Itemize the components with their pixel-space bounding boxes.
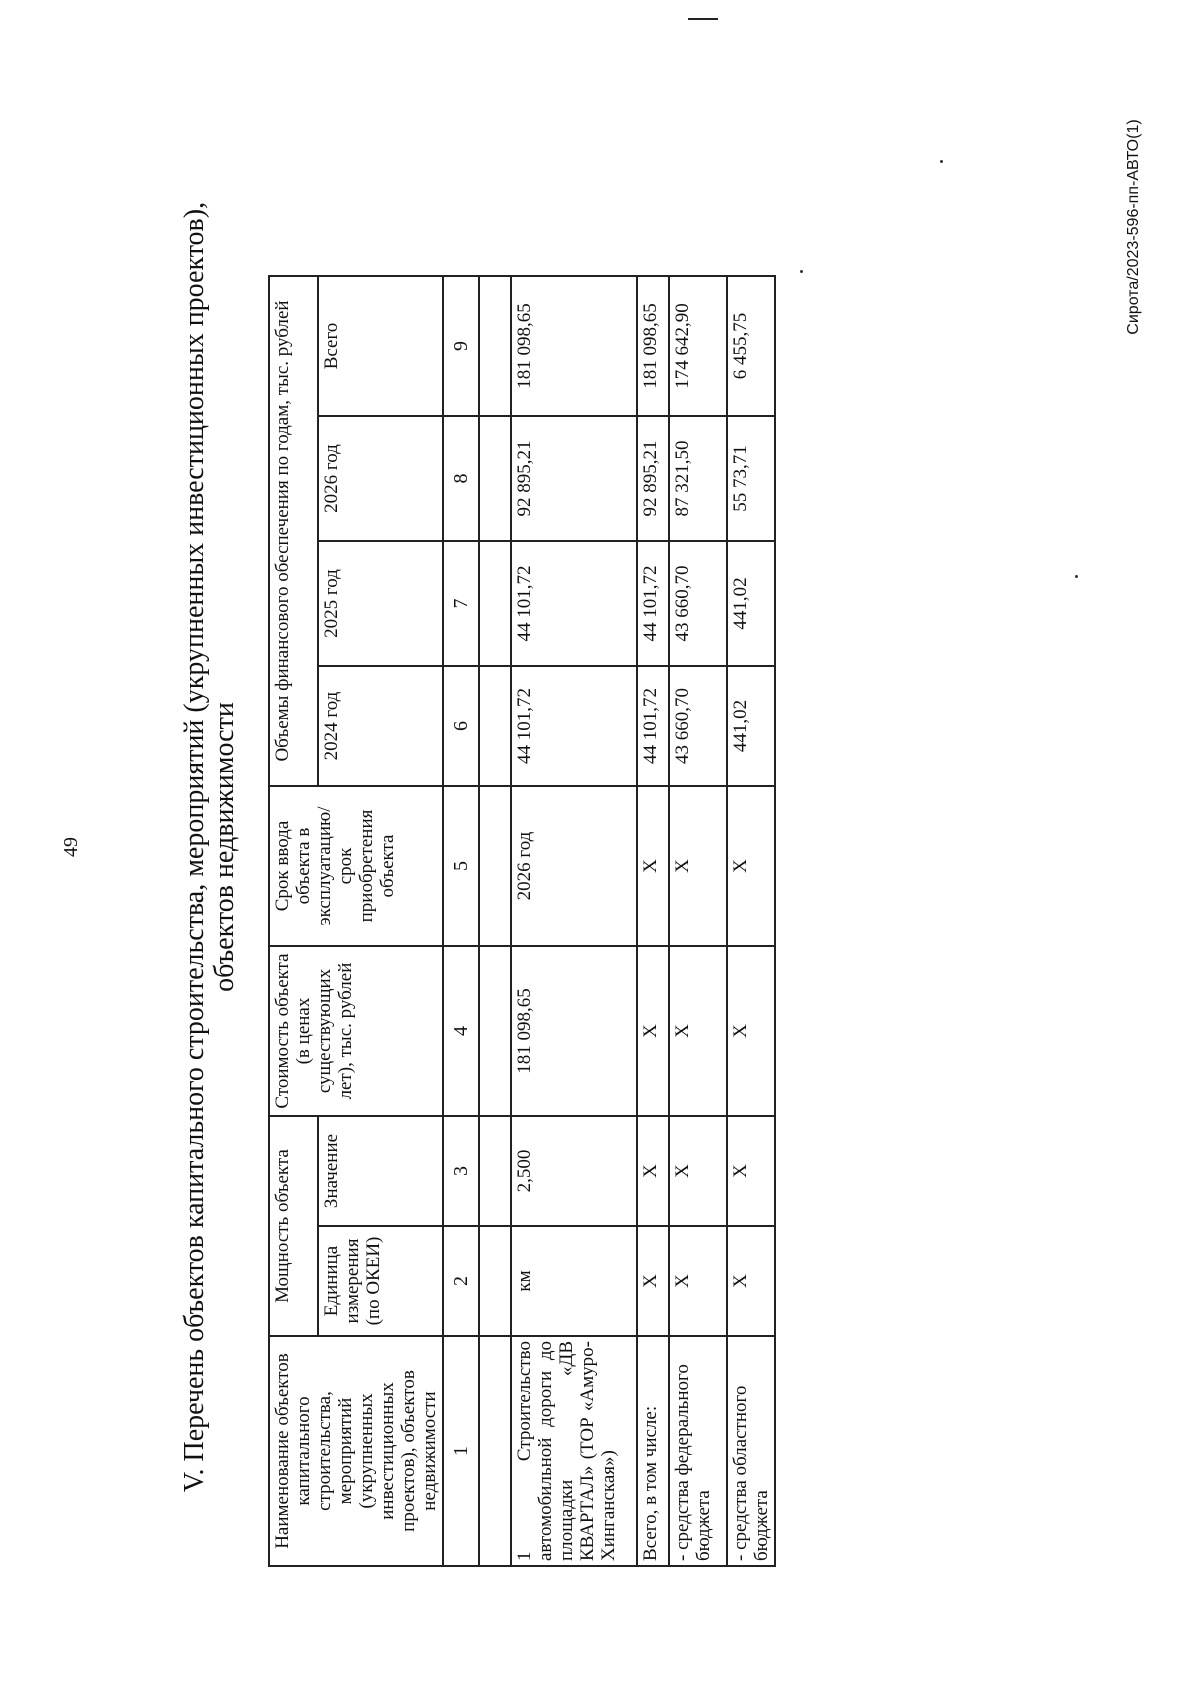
cell-2024: 44 101,72 bbox=[511, 666, 637, 786]
table-row-federal bbox=[669, 276, 727, 1566]
header-year-2025: 2025 год bbox=[318, 541, 443, 666]
title-line-2: объектов недвижимости bbox=[209, 702, 240, 992]
cell-total: 6 455,75 bbox=[727, 276, 775, 416]
cell-unit: X bbox=[637, 1226, 669, 1336]
cell-name: 1 Строительство автомобильной дороги до площадки «ДВ КВАРТАЛ» (ТОР «Амуро-Хинганская») bbox=[511, 1336, 637, 1566]
col-number: 2 bbox=[443, 1226, 479, 1336]
cell-cost: X bbox=[727, 946, 775, 1116]
cell-unit: X bbox=[727, 1226, 775, 1336]
cell-term: X bbox=[637, 786, 669, 946]
cell-2026: 55 73,71 bbox=[727, 416, 775, 541]
cell-2026: 92 895,21 bbox=[511, 416, 637, 541]
cell-2024: 43 660,70 bbox=[669, 666, 727, 786]
cell-name: - средства федерального бюджета bbox=[669, 1336, 727, 1566]
header-finance: Объемы финансового обеспечения по годам, тыс. рублей bbox=[269, 276, 318, 786]
objects-table bbox=[268, 275, 776, 1567]
cell-total: 174 642,90 bbox=[669, 276, 727, 416]
header-year-2026: 2026 год bbox=[318, 416, 443, 541]
col-number: 3 bbox=[443, 1116, 479, 1226]
cell-2025: 44 101,72 bbox=[511, 541, 637, 666]
cell-2024: 44 101,72 bbox=[637, 666, 669, 786]
cell-value: 2,500 bbox=[511, 1116, 637, 1226]
cell-unit: X bbox=[669, 1226, 727, 1336]
cell-2025: 44 101,72 bbox=[637, 541, 669, 666]
cell-value: X bbox=[669, 1116, 727, 1226]
cell-total: 181 098,65 bbox=[637, 276, 669, 416]
cell-value: X bbox=[727, 1116, 775, 1226]
header-unit: Единица измерения (по ОКЕИ) bbox=[318, 1226, 443, 1336]
header-row-1 bbox=[269, 276, 318, 1566]
cell-2026: 87 321,50 bbox=[669, 416, 727, 541]
table-row-project bbox=[511, 276, 637, 1566]
title-line-1: V. Перечень объектов капитального строительства, мероприятий (укрупненных инвестиционных проектов), bbox=[179, 201, 210, 1493]
col-number: 1 bbox=[443, 1336, 479, 1566]
page-number: 49 bbox=[60, 837, 82, 857]
header-name: Наименование объектов капитального строительства, мероприятий (укрупненных инвестиционных проектов), объектов недвижимости bbox=[269, 1336, 443, 1566]
column-number-row bbox=[443, 276, 479, 1566]
cell-2026: 92 895,21 bbox=[637, 416, 669, 541]
col-number: 4 bbox=[443, 946, 479, 1116]
cell-name: Всего, в том числе: bbox=[637, 1336, 669, 1566]
header-term: Срок ввода объекта в эксплуатацию/ срок приобретения объекта bbox=[269, 786, 443, 946]
header-cost: Стоимость объекта (в ценах существующих лет), тыс. рублей bbox=[269, 946, 443, 1116]
table-row-total bbox=[637, 276, 669, 1566]
document-code: Сирота/2023-596-пп-АВТО(1) bbox=[1125, 119, 1142, 335]
col-number: 5 bbox=[443, 786, 479, 946]
cell-unit: км bbox=[511, 1226, 637, 1336]
col-number: 9 bbox=[443, 276, 479, 416]
spacer-row bbox=[479, 276, 511, 1566]
cell-cost: 181 098,65 bbox=[511, 946, 637, 1116]
header-capacity: Мощность объекта bbox=[269, 1116, 318, 1336]
col-number: 8 bbox=[443, 416, 479, 541]
cell-term: 2026 год bbox=[511, 786, 637, 946]
col-number: 7 bbox=[443, 541, 479, 666]
col-number: 6 bbox=[443, 666, 479, 786]
cell-cost: X bbox=[669, 946, 727, 1116]
cell-2025: 441,02 bbox=[727, 541, 775, 666]
header-value: Значение bbox=[318, 1116, 443, 1226]
header-total: Всего bbox=[318, 276, 443, 416]
cell-2024: 441,02 bbox=[727, 666, 775, 786]
cell-name: - средства областного бюджета bbox=[727, 1336, 775, 1566]
cell-cost: X bbox=[637, 946, 669, 1116]
cell-total: 181 098,65 bbox=[511, 276, 637, 416]
cell-2025: 43 660,70 bbox=[669, 541, 727, 666]
cell-term: X bbox=[669, 786, 727, 946]
table-row-regional bbox=[727, 276, 775, 1566]
page-title bbox=[180, 67, 240, 1627]
cell-term: X bbox=[727, 786, 775, 946]
header-year-2024: 2024 год bbox=[318, 666, 443, 786]
cell-value: X bbox=[637, 1116, 669, 1226]
